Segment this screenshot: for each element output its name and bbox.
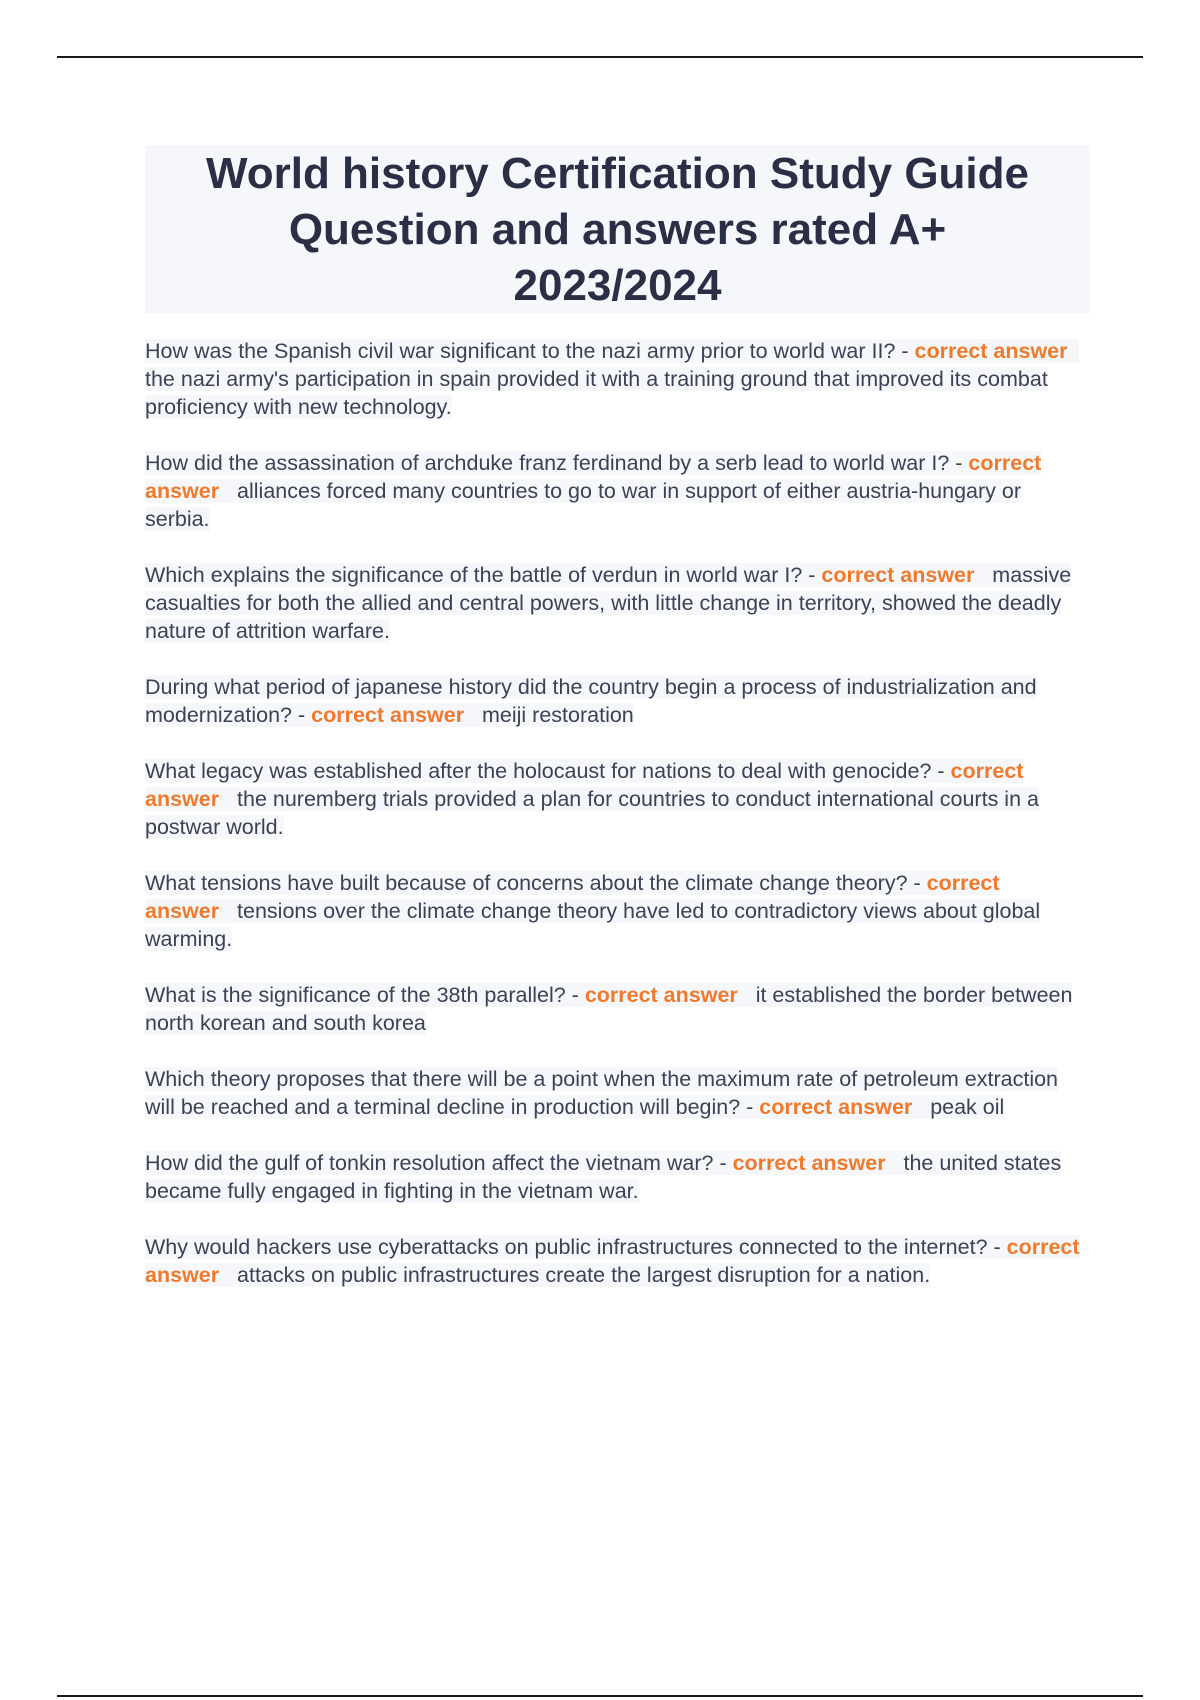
- question-text: What tensions have built because of concerns about the climate change theory?: [145, 871, 908, 895]
- qa-list: [145, 337, 1090, 1317]
- title-line-3: 2023/2024: [513, 261, 722, 310]
- title-box: [145, 145, 1090, 313]
- correct-answer-label: correct answer: [732, 1151, 886, 1175]
- answer-text: meiji restoration: [482, 703, 634, 727]
- answer-text: attacks on public infrastructures create the largest disruption for a nation.: [237, 1263, 931, 1287]
- qa-item: [145, 337, 1090, 421]
- title-line-1: World history Certification Study Guide: [205, 149, 1030, 198]
- correct-answer-label: correct answer: [914, 339, 1068, 363]
- separator: -: [802, 563, 822, 587]
- top-rule: [57, 56, 1143, 58]
- answer-text: the nazi army's participation in spain provided it with a training ground that improved its combat proficiency with new technology.: [145, 367, 1048, 419]
- question-text: What legacy was established after the holocaust for nations to deal with genocide?: [145, 759, 932, 783]
- answer-text: peak oil: [930, 1095, 1005, 1119]
- correct-answer-label: correct answer: [584, 983, 738, 1007]
- separator: -: [895, 339, 915, 363]
- question-text: Which explains the significance of the battle of verdun in world war I?: [145, 563, 803, 587]
- answer-text: the nuremberg trials provided a plan for countries to conduct international courts in a postwar world.: [145, 787, 1039, 839]
- answer-text: it established the border between north korean and south korea: [145, 983, 1073, 1035]
- document-title: [145, 146, 1090, 314]
- correct-answer-label: correct answer: [145, 871, 1000, 923]
- qa-item: [145, 1149, 1090, 1205]
- separator: -: [949, 451, 969, 475]
- correct-answer-label: correct answer: [759, 1095, 913, 1119]
- qa-item: [145, 757, 1090, 841]
- question-text: How was the Spanish civil war significant to the nazi army prior to world war II?: [145, 339, 896, 363]
- question-text: During what period of japanese history did the country begin a process of industrialization and modernization?: [145, 675, 1037, 727]
- qa-item: [145, 449, 1090, 533]
- qa-item: [145, 1065, 1090, 1121]
- qa-item: [145, 1233, 1090, 1289]
- separator: -: [907, 871, 927, 895]
- answer-text: massive casualties for both the allied and central powers, with little change in territory, showed the deadly nature of attrition warfare.: [145, 563, 1072, 643]
- separator: -: [931, 759, 951, 783]
- answer-text: alliances forced many countries to go to war in support of either austria-hungary or serbia.: [145, 479, 1021, 531]
- qa-item: [145, 981, 1090, 1037]
- question-text: Why would hackers use cyberattacks on public infrastructures connected to the internet?: [145, 1235, 988, 1259]
- answer-text: tensions over the climate change theory have led to contradictory views about global warming.: [145, 899, 1041, 951]
- bottom-rule: [57, 1695, 1143, 1697]
- question-text: What is the significance of the 38th parallel?: [145, 983, 566, 1007]
- title-line-2: Question and answers rated A+: [288, 205, 947, 254]
- correct-answer-label: correct answer: [145, 451, 1042, 503]
- question-text: How did the gulf of tonkin resolution affect the vietnam war?: [145, 1151, 714, 1175]
- answer-text: the united states became fully engaged in fighting in the vietnam war.: [145, 1151, 1062, 1203]
- separator: -: [565, 983, 585, 1007]
- question-text: How did the assassination of archduke franz ferdinand by a serb lead to world war I?: [145, 451, 950, 475]
- qa-item: [145, 561, 1090, 645]
- separator: -: [713, 1151, 733, 1175]
- correct-answer-label: correct answer: [821, 563, 975, 587]
- correct-answer-label: correct answer: [311, 703, 465, 727]
- question-text: Which theory proposes that there will be a point when the maximum rate of petroleum extraction will be reached and a terminal decline in production will begin?: [145, 1067, 1059, 1119]
- separator: -: [740, 1095, 760, 1119]
- correct-answer-label: correct answer: [145, 1235, 1080, 1287]
- separator: -: [987, 1235, 1007, 1259]
- separator: -: [292, 703, 312, 727]
- correct-answer-label: correct answer: [145, 759, 1024, 811]
- qa-item: [145, 673, 1090, 729]
- qa-item: [145, 869, 1090, 953]
